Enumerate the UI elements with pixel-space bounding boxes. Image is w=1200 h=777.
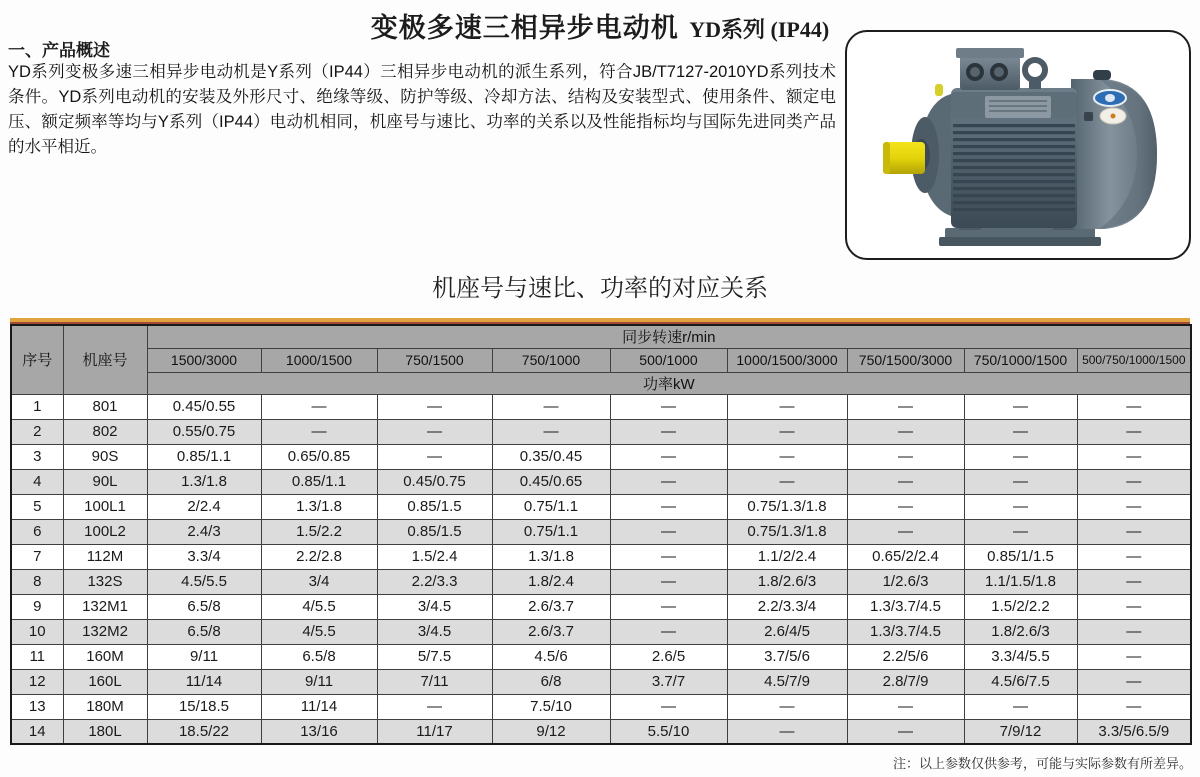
power-value-cell: 4.5/6/7.5 bbox=[964, 669, 1077, 694]
motor-photo-frame bbox=[845, 30, 1191, 260]
power-value-cell: 3/4.5 bbox=[377, 619, 492, 644]
power-value-cell: 4.5/6 bbox=[492, 644, 610, 669]
frame-size-cell: 132M1 bbox=[63, 594, 147, 619]
table-row bbox=[11, 669, 1191, 694]
power-value-cell: 9/11 bbox=[147, 644, 261, 669]
power-value-cell: — bbox=[492, 394, 610, 419]
power-value-cell: 2.6/3.7 bbox=[492, 594, 610, 619]
row-index-cell: 11 bbox=[11, 644, 63, 669]
power-value-cell: 0.75/1.3/1.8 bbox=[727, 494, 847, 519]
frame-size-cell: 180M bbox=[63, 694, 147, 719]
frame-size-cell: 132M2 bbox=[63, 619, 147, 644]
power-value-cell: 18.5/22 bbox=[147, 719, 261, 744]
row-index-cell: 1 bbox=[11, 394, 63, 419]
page-title-main: 变极多速三相异步电动机 bbox=[370, 13, 679, 43]
power-value-cell: 2.8/7/9 bbox=[847, 669, 964, 694]
power-value-cell: 3/4.5 bbox=[377, 594, 492, 619]
power-value-cell: 6.5/8 bbox=[261, 644, 377, 669]
yellow-plug bbox=[935, 84, 943, 96]
power-value-cell: 3.3/4 bbox=[147, 544, 261, 569]
frame-size-cell: 160L bbox=[63, 669, 147, 694]
power-value-cell: 3.7/7 bbox=[610, 669, 727, 694]
power-value-cell: — bbox=[610, 419, 727, 444]
header-speed-group: 同步转速r/min bbox=[147, 325, 1191, 348]
power-value-cell: 13/16 bbox=[261, 719, 377, 744]
power-value-cell: 0.45/0.75 bbox=[377, 469, 492, 494]
power-value-cell: 0.45/0.55 bbox=[147, 394, 261, 419]
power-value-cell: — bbox=[492, 419, 610, 444]
power-value-cell: — bbox=[1077, 619, 1191, 644]
power-value-cell: — bbox=[964, 444, 1077, 469]
power-value-cell: 0.65/2/2.4 bbox=[847, 544, 964, 569]
power-value-cell: 1.3/1.8 bbox=[261, 494, 377, 519]
power-value-cell: 1.3/3.7/4.5 bbox=[847, 619, 964, 644]
power-value-cell: — bbox=[610, 469, 727, 494]
power-value-cell: — bbox=[1077, 469, 1191, 494]
frame-size-cell: 802 bbox=[63, 419, 147, 444]
power-value-cell: — bbox=[964, 419, 1077, 444]
table-row bbox=[11, 619, 1191, 644]
speed-ratio-header: 750/1500 bbox=[377, 348, 492, 372]
power-value-cell: 0.85/1.5 bbox=[377, 519, 492, 544]
frame-size-cell: 90L bbox=[63, 469, 147, 494]
power-value-cell: 0.85/1/1.5 bbox=[964, 544, 1077, 569]
power-value-cell: — bbox=[727, 394, 847, 419]
frame-size-cell: 132S bbox=[63, 569, 147, 594]
power-value-cell: — bbox=[377, 419, 492, 444]
frame-size-cell: 801 bbox=[63, 394, 147, 419]
power-value-cell: — bbox=[964, 694, 1077, 719]
header-frame: 机座号 bbox=[63, 325, 147, 394]
speed-ratio-header: 750/1000 bbox=[492, 348, 610, 372]
power-value-cell: 0.45/0.65 bbox=[492, 469, 610, 494]
power-value-cell: 2.2/3.3 bbox=[377, 569, 492, 594]
power-value-cell: 1.1/2/2.4 bbox=[727, 544, 847, 569]
power-value-cell: 0.65/0.85 bbox=[261, 444, 377, 469]
motor-front-end bbox=[883, 84, 951, 216]
table-row bbox=[11, 694, 1191, 719]
overview-paragraph: YD系列变极多速三相异步电动机是Y系列（IP44）三相异步电动机的派生系列，符合JB/T7127-2010YD系列技术条件。YD系列电动机的安装及外形尺寸、绝缘等级、防护等级、冷却方法、结构及安装型式、使用条件、额定电压、额定频率等均与Y系列（IP44）电动机相同，机座号与速比、功率的关系以及性能指标均与国际先进同类产品的水平相近。 bbox=[8, 63, 836, 156]
table-row bbox=[11, 719, 1191, 744]
row-index-cell: 10 bbox=[11, 619, 63, 644]
power-value-cell: 6.5/8 bbox=[147, 594, 261, 619]
power-value-cell: — bbox=[1077, 669, 1191, 694]
power-value-cell: 3.7/5/6 bbox=[727, 644, 847, 669]
power-value-cell: 5/7.5 bbox=[377, 644, 492, 669]
power-value-cell: 1.8/2.6/3 bbox=[964, 619, 1077, 644]
power-value-cell: 9/11 bbox=[261, 669, 377, 694]
power-value-cell: — bbox=[1077, 694, 1191, 719]
power-value-cell: 7.5/10 bbox=[492, 694, 610, 719]
frame-size-cell: 100L2 bbox=[63, 519, 147, 544]
row-index-cell: 3 bbox=[11, 444, 63, 469]
power-value-cell: — bbox=[847, 394, 964, 419]
header-power-group: 功率kW bbox=[147, 372, 1191, 394]
table-row bbox=[11, 469, 1191, 494]
row-index-cell: 8 bbox=[11, 569, 63, 594]
spec-table-section bbox=[10, 318, 1190, 745]
power-value-cell: — bbox=[1077, 419, 1191, 444]
power-value-cell: — bbox=[964, 494, 1077, 519]
power-value-cell: 11/14 bbox=[261, 694, 377, 719]
speed-ratio-header: 500/750/1000/1500 bbox=[1077, 348, 1191, 372]
power-value-cell: 1.5/2.4 bbox=[377, 544, 492, 569]
power-value-cell: 0.85/1.1 bbox=[261, 469, 377, 494]
power-value-cell: — bbox=[610, 594, 727, 619]
power-value-cell: — bbox=[610, 544, 727, 569]
table-row bbox=[11, 444, 1191, 469]
power-value-cell: — bbox=[610, 619, 727, 644]
power-value-cell: 1.1/1.5/1.8 bbox=[964, 569, 1077, 594]
power-value-cell: 1.3/1.8 bbox=[492, 544, 610, 569]
table-row bbox=[11, 419, 1191, 444]
power-value-cell: 6.5/8 bbox=[147, 619, 261, 644]
power-value-cell: — bbox=[727, 719, 847, 744]
power-value-cell: — bbox=[377, 694, 492, 719]
power-value-cell: — bbox=[1077, 569, 1191, 594]
speed-ratio-header: 1000/1500/3000 bbox=[727, 348, 847, 372]
power-value-cell: — bbox=[610, 444, 727, 469]
power-value-cell: — bbox=[1077, 594, 1191, 619]
power-value-cell: — bbox=[847, 494, 964, 519]
nameplate bbox=[985, 96, 1051, 118]
row-index-cell: 6 bbox=[11, 519, 63, 544]
power-value-cell: — bbox=[847, 444, 964, 469]
power-value-cell: 9/12 bbox=[492, 719, 610, 744]
frame-size-cell: 180L bbox=[63, 719, 147, 744]
power-value-cell: — bbox=[1077, 644, 1191, 669]
power-value-cell: — bbox=[964, 519, 1077, 544]
power-value-cell: 1/2.6/3 bbox=[847, 569, 964, 594]
power-value-cell: 5.5/10 bbox=[610, 719, 727, 744]
power-value-cell: — bbox=[964, 394, 1077, 419]
power-value-cell: 0.75/1.3/1.8 bbox=[727, 519, 847, 544]
page-title-sub: YD系列 (IP44) bbox=[689, 17, 830, 42]
power-value-cell: — bbox=[727, 469, 847, 494]
power-value-cell: 4.5/5.5 bbox=[147, 569, 261, 594]
power-value-cell: 0.55/0.75 bbox=[147, 419, 261, 444]
power-value-cell: 1.3/1.8 bbox=[147, 469, 261, 494]
speed-ratio-header: 500/1000 bbox=[610, 348, 727, 372]
power-value-cell: — bbox=[610, 494, 727, 519]
row-index-cell: 13 bbox=[11, 694, 63, 719]
frame-size-cell: 90S bbox=[63, 444, 147, 469]
speed-header-row bbox=[11, 348, 1191, 372]
motor-photo bbox=[847, 32, 1189, 258]
row-index-cell: 9 bbox=[11, 594, 63, 619]
power-value-cell: 11/17 bbox=[377, 719, 492, 744]
power-value-cell: 2.6/4/5 bbox=[727, 619, 847, 644]
row-index-cell: 7 bbox=[11, 544, 63, 569]
table-row bbox=[11, 519, 1191, 544]
power-value-cell: 7/9/12 bbox=[964, 719, 1077, 744]
power-value-cell: — bbox=[1077, 519, 1191, 544]
row-index-cell: 14 bbox=[11, 719, 63, 744]
power-value-cell: — bbox=[261, 419, 377, 444]
power-value-cell: 1.3/3.7/4.5 bbox=[847, 594, 964, 619]
power-value-cell: — bbox=[377, 394, 492, 419]
power-value-cell: 1.8/2.4 bbox=[492, 569, 610, 594]
power-value-cell: 0.85/1.5 bbox=[377, 494, 492, 519]
power-value-cell: — bbox=[261, 394, 377, 419]
table-row bbox=[11, 594, 1191, 619]
motor-body bbox=[951, 88, 1077, 228]
power-value-cell: — bbox=[847, 719, 964, 744]
speed-ratio-header: 1000/1500 bbox=[261, 348, 377, 372]
power-value-cell: 2.6/3.7 bbox=[492, 619, 610, 644]
power-value-cell: — bbox=[847, 419, 964, 444]
power-value-cell: 0.85/1.1 bbox=[147, 444, 261, 469]
power-value-cell: 3.3/4/5.5 bbox=[964, 644, 1077, 669]
power-value-cell: 2.4/3 bbox=[147, 519, 261, 544]
table-row bbox=[11, 644, 1191, 669]
power-value-cell: 11/14 bbox=[147, 669, 261, 694]
table-row bbox=[11, 544, 1191, 569]
power-value-cell: — bbox=[1077, 444, 1191, 469]
table-title: 机座号与速比、功率的对应关系 bbox=[432, 275, 768, 302]
row-index-cell: 5 bbox=[11, 494, 63, 519]
footnote: 注：以上参数仅供参考，可能与实际参数有所差异。 bbox=[892, 756, 1192, 771]
table-row bbox=[11, 394, 1191, 419]
frame-size-cell: 112M bbox=[63, 544, 147, 569]
power-value-cell: — bbox=[727, 694, 847, 719]
power-value-cell: — bbox=[727, 419, 847, 444]
power-value-cell: 6/8 bbox=[492, 669, 610, 694]
power-value-cell: 2.2/2.8 bbox=[261, 544, 377, 569]
row-index-cell: 12 bbox=[11, 669, 63, 694]
power-value-cell: 4/5.5 bbox=[261, 619, 377, 644]
power-value-cell: — bbox=[610, 569, 727, 594]
speed-ratio-header: 750/1500/3000 bbox=[847, 348, 964, 372]
spec-table bbox=[10, 324, 1192, 745]
motor-fan-cowl bbox=[1071, 70, 1157, 229]
power-value-cell: 2.2/5/6 bbox=[847, 644, 964, 669]
power-value-cell: — bbox=[1077, 394, 1191, 419]
speed-ratio-header: 750/1000/1500 bbox=[964, 348, 1077, 372]
frame-size-cell: 100L1 bbox=[63, 494, 147, 519]
terminal-box bbox=[956, 48, 1024, 90]
lifting-eye bbox=[1025, 60, 1045, 89]
speed-ratio-header: 1500/3000 bbox=[147, 348, 261, 372]
power-value-cell: — bbox=[1077, 494, 1191, 519]
table-row bbox=[11, 569, 1191, 594]
power-value-cell: 3.3/5/6.5/9 bbox=[1077, 719, 1191, 744]
power-value-cell: — bbox=[964, 469, 1077, 494]
frame-size-cell: 160M bbox=[63, 644, 147, 669]
power-value-cell: 1.5/2.2 bbox=[261, 519, 377, 544]
power-value-cell: 4.5/7/9 bbox=[727, 669, 847, 694]
power-value-cell: — bbox=[847, 694, 964, 719]
power-value-cell: 2.6/5 bbox=[610, 644, 727, 669]
power-value-cell: — bbox=[610, 394, 727, 419]
power-value-cell: 2.2/3.3/4 bbox=[727, 594, 847, 619]
row-index-cell: 2 bbox=[11, 419, 63, 444]
power-value-cell: — bbox=[610, 694, 727, 719]
power-value-cell: — bbox=[727, 444, 847, 469]
power-value-cell: 7/11 bbox=[377, 669, 492, 694]
power-value-cell: 0.35/0.45 bbox=[492, 444, 610, 469]
power-value-cell: 1.5/2/2.2 bbox=[964, 594, 1077, 619]
power-value-cell: — bbox=[847, 519, 964, 544]
power-value-cell: — bbox=[847, 469, 964, 494]
power-value-cell: — bbox=[377, 444, 492, 469]
power-value-cell: — bbox=[610, 519, 727, 544]
table-body bbox=[11, 394, 1191, 744]
power-value-cell: 15/18.5 bbox=[147, 694, 261, 719]
power-value-cell: 0.75/1.1 bbox=[492, 519, 610, 544]
power-value-cell: 1.8/2.6/3 bbox=[727, 569, 847, 594]
power-value-cell: 0.75/1.1 bbox=[492, 494, 610, 519]
power-value-cell: — bbox=[1077, 544, 1191, 569]
row-index-cell: 4 bbox=[11, 469, 63, 494]
header-index: 序号 bbox=[11, 325, 63, 394]
power-value-cell: 4/5.5 bbox=[261, 594, 377, 619]
power-value-cell: 2/2.4 bbox=[147, 494, 261, 519]
table-row bbox=[11, 494, 1191, 519]
section-heading-overview: 一、产品概述 bbox=[8, 41, 110, 60]
power-value-cell: 3/4 bbox=[261, 569, 377, 594]
